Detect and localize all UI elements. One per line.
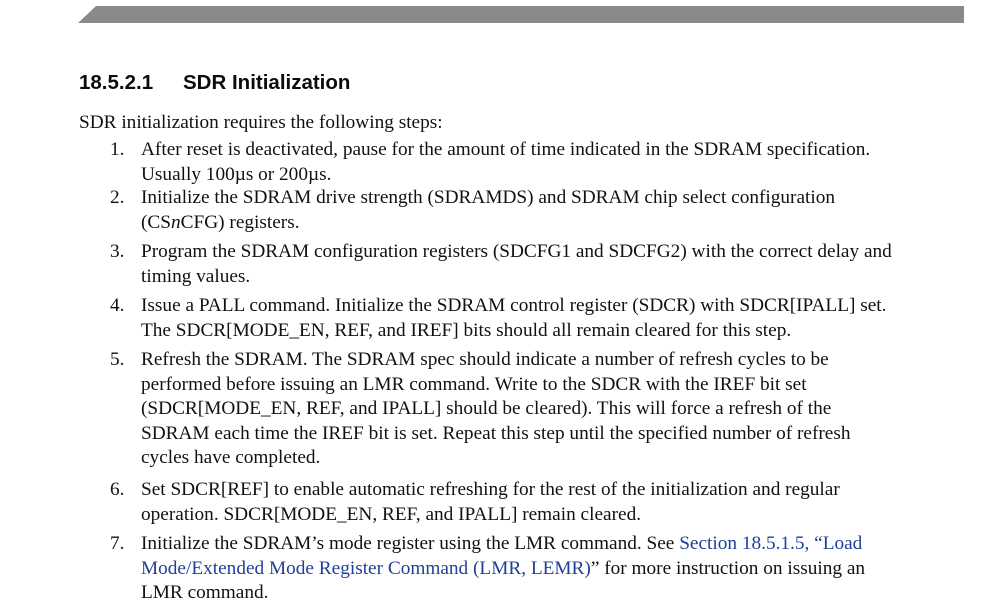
step-line: Initialize the SDRAM drive strength (SDRAMDS) and SDRAM chip select configuration [141, 187, 836, 208]
step-line: performed before issuing an LMR command. Write to the SDCR with the IREF bit set [141, 373, 807, 395]
step-text [141, 478, 971, 527]
step-line-part: Initialize the SDRAM’s mode register using the LMR command. See [141, 533, 680, 554]
step-line [141, 211, 971, 236]
section-title: SDR Initialization [183, 71, 351, 94]
step-marker: 7. [110, 533, 125, 554]
step-line: Set SDCR[REF] to enable automatic refreshing for the rest of the initialization and regular [141, 479, 840, 500]
step-line: Issue a PALL command. Initialize the SDRAM control register (SDCR) with SDCR[IPALL] set. [141, 295, 887, 316]
step-line: After reset is deactivated, pause for the amount of time indicated in the SDRAM specification. [141, 139, 871, 160]
section-heading [79, 70, 350, 96]
step-marker: 4. [110, 295, 125, 316]
step-line: LMR command. [141, 582, 269, 603]
step-text [141, 186, 971, 235]
step-line: The SDCR[MODE_EN, REF, and IREF] bits should all remain cleared for this step. [141, 319, 792, 341]
step-line [141, 557, 971, 582]
step-marker: 2. [110, 187, 125, 208]
step-line: Refresh the SDRAM. The SDRAM spec should indicate a number of refresh cycles to be [141, 349, 829, 370]
step-marker: 5. [110, 349, 125, 370]
step-line-part: ” for more instruction on issuing an [590, 557, 866, 579]
step-text [141, 348, 971, 471]
step-line: operation. SDCR[MODE_EN, REF, and IPALL] remain cleared. [141, 503, 642, 525]
intro-paragraph: SDR initialization requires the following steps: [79, 112, 443, 133]
step-text [141, 240, 971, 289]
step-line: SDRAM each time the IREF bit is set. Repeat this step until the specified number of refresh [141, 422, 851, 444]
step-marker: 3. [110, 241, 125, 262]
step-line-part: (CS [141, 211, 172, 233]
section-reference-link-continued[interactable]: Mode/Extended Mode Register Command (LMR, LEMR) [141, 557, 591, 579]
step-marker: 1. [110, 139, 125, 160]
step-line: Usually 100µs or 200µs. [141, 163, 332, 185]
step-text [141, 138, 971, 187]
step-line: cycles have completed. [141, 447, 321, 468]
step-line: Program the SDRAM configuration registers (SDCFG1 and SDCFG2) with the correct delay and [141, 241, 892, 262]
step-text [141, 532, 971, 606]
step-line: timing values. [141, 265, 251, 287]
step-line-part: CFG) registers. [180, 211, 300, 233]
step-line: (SDCR[MODE_EN, REF, and IPALL] should be cleared). This will force a refresh of the [141, 398, 832, 419]
step-line-italic: n [171, 211, 181, 233]
step-line [141, 532, 971, 557]
section-number: 18.5.2.1 [79, 71, 154, 94]
step-marker: 6. [110, 479, 125, 500]
section-reference-link[interactable]: Section 18.5.1.5, “Load [679, 533, 863, 554]
page-header-bar [78, 6, 964, 23]
step-text [141, 294, 971, 343]
